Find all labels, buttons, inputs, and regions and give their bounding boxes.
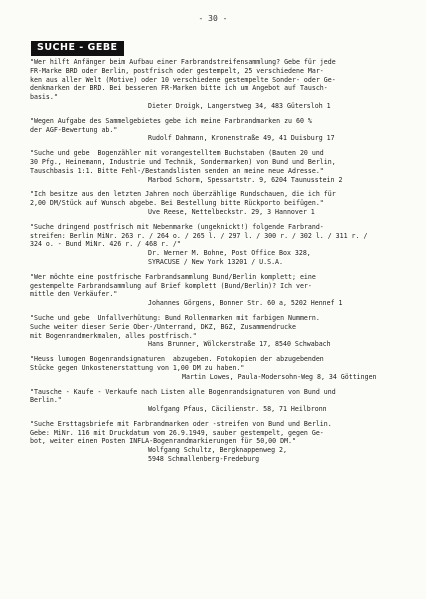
ad-signature: Johannes Görgens, Bonner Str. 60 a, 5202 Hennef 1 xyxy=(148,299,343,308)
ad-text: "Tausche - Kaufe - Verkaufe nach Listen alle Bogenrandsignaturen von Bund und Berlin." xyxy=(30,387,336,405)
page-number: - 30 - xyxy=(198,14,228,23)
ad-entry xyxy=(30,149,395,184)
ad-entry xyxy=(30,273,395,308)
ad-text: "Wegen Aufgabe des Sammelgebietes gebe ich meine Farbrandmarken zu 60 % der AGF-Bewertung ab." xyxy=(30,116,312,134)
ad-entry xyxy=(30,223,395,267)
ad-text: "Heuss lumogen Bogenrandsignaturen abzugeben. Fotokopien der abzugebenden Stücke gegen Unkostenerstattung von 1,00 DM zu haben." xyxy=(30,355,324,372)
ad-entry xyxy=(30,314,395,349)
ad-text: "Wer hilft Anfänger beim Aufbau einer Farbrandstreifensammlung? Gebe für jede FR-Marke BRD oder Berlin, postfrisch oder gestempelt, 25 verschiedene Mar- ken aus aller Welt (Motive) oder 10 verschiedene gestempelte Sonder- oder Ge- denkmarken der BRD. Bei besseren FR-Marken bitte ich um Angebot auf Tausch- basis." xyxy=(30,58,336,102)
ads-list xyxy=(30,58,395,470)
ad-signature: Hans Brunner, Wölckerstraße 17, 8540 Schwabach xyxy=(148,340,331,349)
ad-signature: Marbod Schorm, Spessartstr. 9, 6204 Taunusstein 2 xyxy=(148,175,343,184)
ad-signature: Rudolf Dahmann, Kronenstraße 49, 41 Duisburg 17 xyxy=(148,134,335,143)
ad-signature: Wolfgang Pfaus, Cäcilienstr. 58, 71 Heilbronn xyxy=(148,405,327,414)
ad-entry xyxy=(30,420,395,464)
ad-text: "Wer möchte eine postfrische Farbrandsammlung Bund/Berlin komplett; eine gestempelte Farbrandsammlung auf Brief komplett (Bund/Berlin)? Ich ver- mittle den Verkäufer." xyxy=(30,272,316,299)
ad-text: "Suche dringend postfrisch mit Nebenmarke (ungeknickt!) folgende Farbrand- streifen: Berlin MiNr. 263 r. / 264 o. / 265 l. / 297 l. / 300 r. / 302 l. / 311 r. / 324 o. - Bund MiNr. 426 r. / 468 r. /" xyxy=(30,222,368,249)
ad-text: "Suche und gebe Unfallverhütung: Bund Rollenmarken mit farbigen Nummern. Suche weiter dieser Serie Ober-/Unterrand, DKZ, BGZ, Zusammendrucke mit Bogenrandmerkmalen, alles postfrisch." xyxy=(30,313,320,340)
ad-text: "Suche und gebe Bogenzähler mit vorangestelltem Buchstaben (Bauten 20 und 30 Pfg., Heinemann, Industrie und Technik, Sondermarken) von Bund und Berlin, Tauschbasis 1:1. Bitte Fehl-/Bestandslisten senden an meine neue Adresse." xyxy=(30,149,336,175)
ad-entry xyxy=(30,58,395,111)
ad-signature: Dr. Werner M. Bohne, Post Office Box 328, SYRACUSE / New York 13201 / U.S.A. xyxy=(148,249,311,266)
ad-entry xyxy=(30,355,395,381)
ad-signature: Martin Lowes, Paula-Modersohn-Weg 8, 34 Göttingen xyxy=(182,372,377,381)
ad-text: "Ich besitze aus den letzten Jahren noch überzählige Rundschauen, die ich für 2,00 DM/Stück auf Wunsch abgebe. Bei Bestellung bitte Rückporto beifügen." xyxy=(30,190,336,208)
ad-signature: Wolfgang Schultz, Bergknappenweg 2, 5948 Schmallenberg-Fredeburg xyxy=(148,446,287,464)
ad-entry xyxy=(30,190,395,216)
ad-signature: Uve Reese, Nettelbeckstr. 29, 3 Hannover 1 xyxy=(148,207,315,216)
ad-entry xyxy=(30,117,395,143)
ad-entry xyxy=(30,388,395,414)
section-banner: SUCHE - GEBE xyxy=(31,41,124,56)
ad-text: "Suche Ersttagsbriefe mit Farbrandmarken oder -streifen von Bund und Berlin. Gebe: MiNr. 116 mit Druckdatum vom 26.9.1949, sauber gestempelt, gegen Ge- bot, weiter einen Posten INFLA-Bogenrandmarkierungen für 50,00 DM." xyxy=(30,419,332,446)
ad-signature: Dieter Droigk, Langerstweg 34, 483 Gütersloh 1 xyxy=(148,101,331,110)
